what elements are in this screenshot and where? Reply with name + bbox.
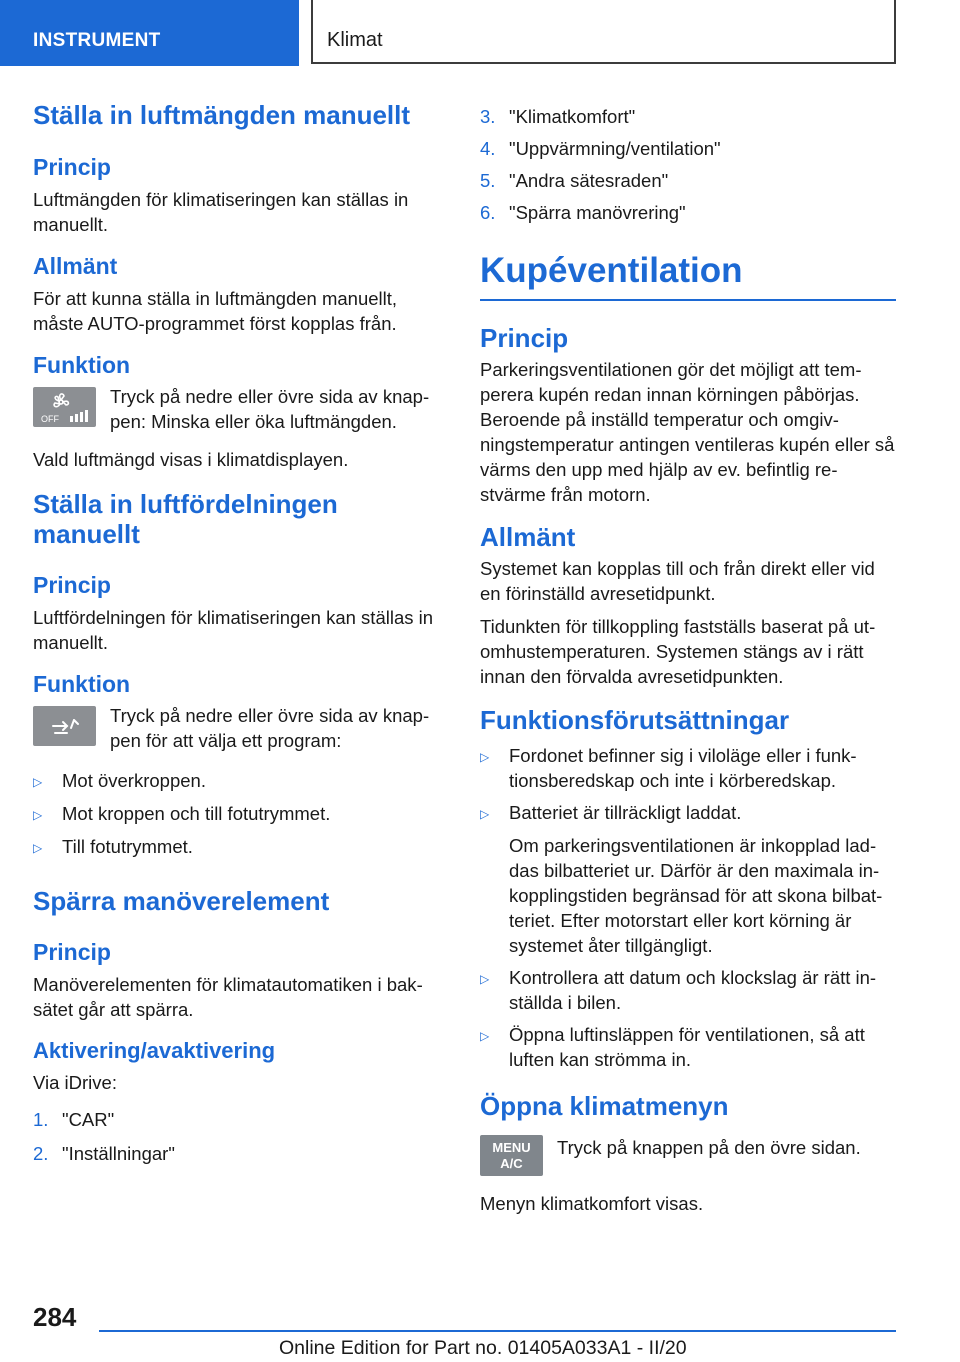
heading-principle: Princip: [33, 154, 111, 180]
edition-note: Online Edition for Part no. 01405A033A1 - II/20: [279, 1337, 687, 1359]
prerequisites-list: [480, 743, 896, 1072]
section-title-distribution: Ställa in luftfördelningen manuellt: [33, 489, 338, 549]
air-distribution-button-icon: [33, 706, 96, 746]
section-title-airflow: Ställa in luftmängden manuellt: [33, 100, 411, 130]
paragraph: Tryck på nedre eller övre sida av knappen för att välja ett program:: [110, 705, 430, 751]
paragraph: För att kunna ställa in luftmängden manuellt, måste AUTO-programmet först kopplas från.: [33, 288, 398, 334]
paragraph: Luftfördelningen för klimatiseringen kan ställas in manuellt.: [33, 607, 434, 653]
heading-general: Allmänt: [480, 522, 576, 552]
triangle-bullet-icon: ▷: [33, 841, 43, 855]
triangle-bullet-icon: ▷: [33, 775, 43, 789]
list-item: ▷ Mot kroppen och till fotutrymmet.: [33, 801, 445, 828]
triangle-bullet-icon: ▷: [480, 1029, 490, 1043]
off-label: OFF: [41, 414, 59, 424]
list-item: ▷ Kontrollera att datum och klockslag är rätt inställda i bilen.: [480, 967, 877, 1013]
paragraph: Menyn klimatkomfort visas.: [480, 1193, 704, 1214]
list-item: 2. "Inställningar": [33, 1143, 175, 1164]
list-item: ▷ Öppna luftinsläppen för ventilationen, så att luften kan strömma in.: [480, 1024, 865, 1070]
ac-label: A/C: [500, 1156, 523, 1171]
list-item: ▷ Fordonet befinner sig i viloläge eller i funktionsberedskap och inte i körberedskap.: [480, 745, 857, 791]
paragraph: Tryck på knappen på den övre sidan.: [557, 1137, 861, 1158]
steps-list-continued: [480, 104, 896, 225]
paragraph: Parkeringsventilationen gör det möjligt att temperera kupén redan innan körningen påbörjas. Beroende på inställd temperatur och omgivningstemperatur antingen ventileras kupén eller så värms den upp med hjälp av ev. befintlig restvärme från motorn.: [480, 359, 895, 505]
heading-principle: Princip: [480, 323, 569, 353]
list-item: 5. "Andra sätesraden": [480, 170, 669, 191]
left-column: [33, 100, 445, 1166]
function-row: [33, 703, 445, 753]
triangle-bullet-icon: ▷: [480, 807, 490, 821]
paragraph: Luftmängden för klimatiseringen kan ställas in manuellt.: [33, 189, 409, 235]
triangle-bullet-icon: ▷: [480, 750, 490, 764]
list-item: 3. "Klimatkomfort": [480, 106, 636, 127]
triangle-bullet-icon: ▷: [33, 808, 43, 822]
list-item: ▷ Batteriet är tillräckligt laddat.: [480, 800, 896, 827]
heading-function: Funktion: [33, 671, 131, 697]
section-tab: INSTRUMENT: [0, 0, 299, 66]
heading-function: Funktion: [33, 352, 131, 378]
footer-divider: [99, 1330, 896, 1332]
paragraph: Tryck på nedre eller övre sida av knappen: Minska eller öka luftmängden.: [110, 386, 430, 432]
heading-principle: Princip: [33, 939, 111, 965]
paragraph: Manöverelementen för klimatautomatiken i baksätet går att spärra.: [33, 974, 423, 1020]
paragraph: Vald luftmängd visas i klimatdisplayen.: [33, 449, 349, 470]
page-header: [0, 0, 960, 66]
list-item: 6. "Spärra manövrering": [480, 202, 686, 223]
heading-open-climate-menu: Öppna klimatmenyn: [480, 1091, 729, 1121]
chapter-section-title: Kupéventilation: [480, 251, 896, 301]
chapter-title: Klimat: [311, 0, 896, 64]
menu-label: MENU: [492, 1140, 531, 1155]
heading-principle: Princip: [33, 572, 111, 598]
steps-list: [33, 1107, 445, 1166]
list-item: ▷ Till fotutrymmet.: [33, 834, 445, 861]
function-row: [480, 1135, 896, 1176]
fan-off-button-icon: [33, 387, 96, 427]
page-number: 284: [33, 1302, 77, 1332]
paragraph: Systemet kan kopplas till och från direkt eller vid en förinställd avresetidpunkt.: [480, 558, 875, 604]
function-row: [33, 384, 445, 434]
list-item: 4. "Uppvärmning/ventilation": [480, 138, 721, 159]
list-item: ▷ Mot överkroppen.: [33, 768, 445, 795]
heading-general: Allmänt: [33, 253, 118, 279]
heading-prerequisites: Funktionsförutsättningar: [480, 705, 790, 735]
distribution-list: [33, 768, 445, 861]
list-item-detail: Om parkeringsventilationen är inkopplad laddas bilbatteriet ur. Därför är den maximala inkopplingstiden begränsad för att skona bilbatteriet. Efter motorstart eller kort körning är systemet åter tillgängligt.: [509, 835, 883, 956]
paragraph: Tidunkten för tillkoppling fastställs baserat på utomhustemperaturen. Systemen stängs av i rätt innan den förvalda avresetidpunkten.: [480, 616, 876, 687]
list-item: 1. "CAR": [33, 1109, 115, 1130]
triangle-bullet-icon: ▷: [480, 972, 490, 986]
paragraph: Via iDrive:: [33, 1072, 117, 1093]
menu-ac-button-icon: [480, 1135, 543, 1176]
right-column: [480, 104, 896, 1216]
heading-activation: Aktivering/avaktivering: [33, 1038, 276, 1063]
section-title-lock: Spärra manöverelement: [33, 886, 330, 916]
